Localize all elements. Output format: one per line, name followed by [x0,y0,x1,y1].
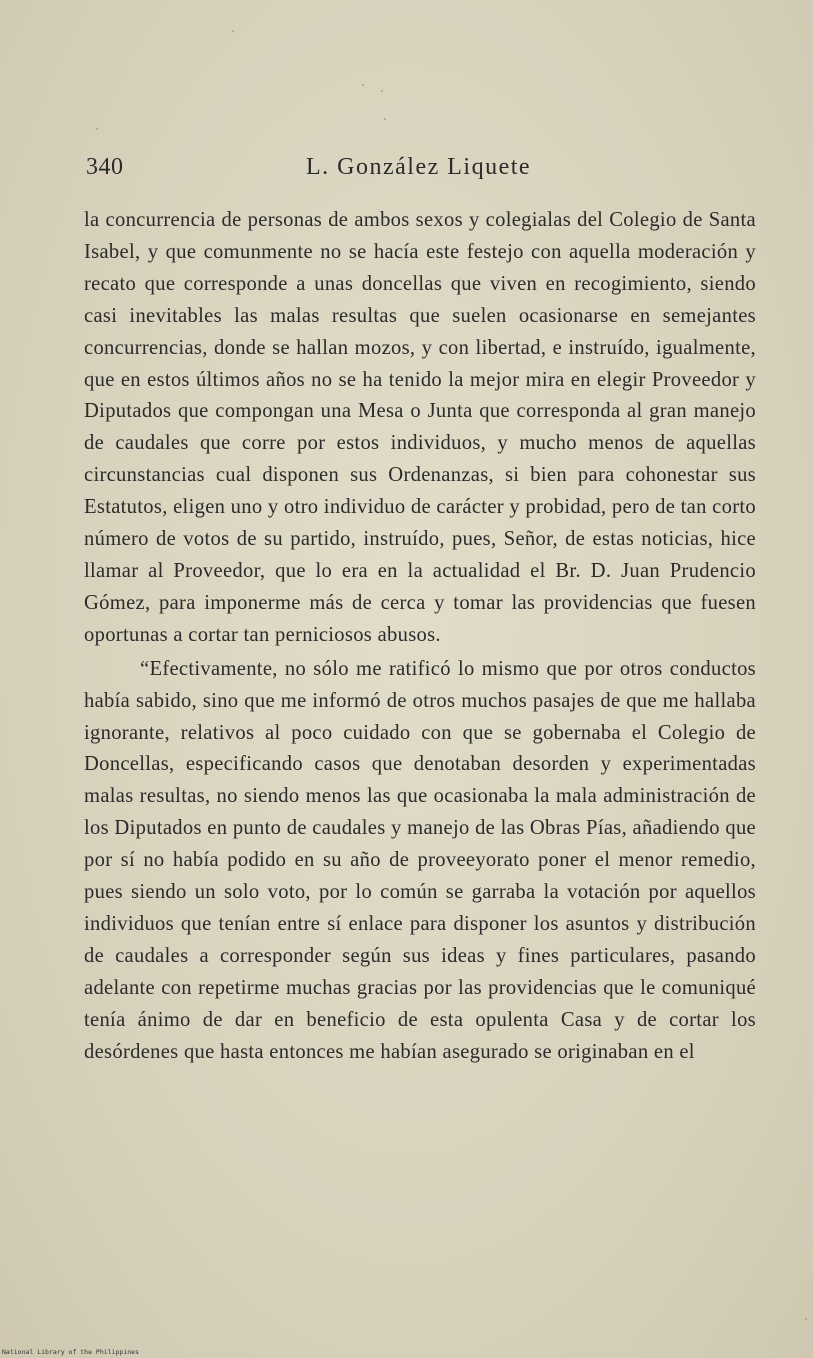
paragraph-1: la concurrencia de personas de ambos sexos y colegialas del Colegio de Santa Isabel, y que comunmente no se hacía este festejo con aquella moderación y recato que corresponde a unas doncellas que viven en recogimiento, siendo casi inevitables las malas resultas que suelen ocasionarse en semejantes concurrencias, donde se hallan mozos, y con libertad, e instruído, igualmente, que en estos últimos años no se ha tenido la mejor mira en elegir Proveedor y Diputados que compongan una Mesa o Junta que corresponda al gran manejo de caudales que corre por estos individuos, y mucho menos de aquellas circunstancias cual disponen sus Ordenanzas, si bien para cohonestar sus Estatutos, eligen uno y otro individuo de carácter y probidad, pero de tan corto número de votos de su partido, instruído, pues, Señor, de estas noticias, hice llamar al Proveedor, que lo era en la actualidad el Br. D. Juan Prudencio Gómez, para imponerme más de cerca y tomar las providencias que fuesen oportunas a cortar tan perniciosos abusos. [84,209,756,646]
running-head: L. González Liquete [306,154,532,180]
paragraph-2: “Efectivamente, no sólo me ratificó lo mismo que por otros conductos había sabido, sino que me informó de otros muchos pasajes de que me hallaba ignorante, relativos al poco cuidado con que se gobernaba el Colegio de Doncellas, especificando casos que denotaban desorden y experimentadas malas resultas, no siendo menos las que ocasionaba la mala administración de los Diputados en punto de caudales y manejo de las Obras Pías, añadiendo que por sí no había podido en su año de proveeyorato poner el menor remedio, pues siendo un solo voto, por lo común se garraba la votación por aquellos individuos que tenían entre sí enlace para disponer los asuntos y distribución de caudales a corresponder según sus ideas y fines particulares, pasando adelante con repetirme muchas gracias por las providencias que le comuniqué tenía ánimo de dar en beneficio de esta opulenta Casa y de cortar los desórdenes que hasta entonces me habían asegurado se originaban en el [84,657,756,1063]
library-credit: National Library of the Philippines [2,1348,139,1356]
page-number: 340 [86,154,124,180]
body-text [84,205,756,1068]
page-header [86,150,756,190]
